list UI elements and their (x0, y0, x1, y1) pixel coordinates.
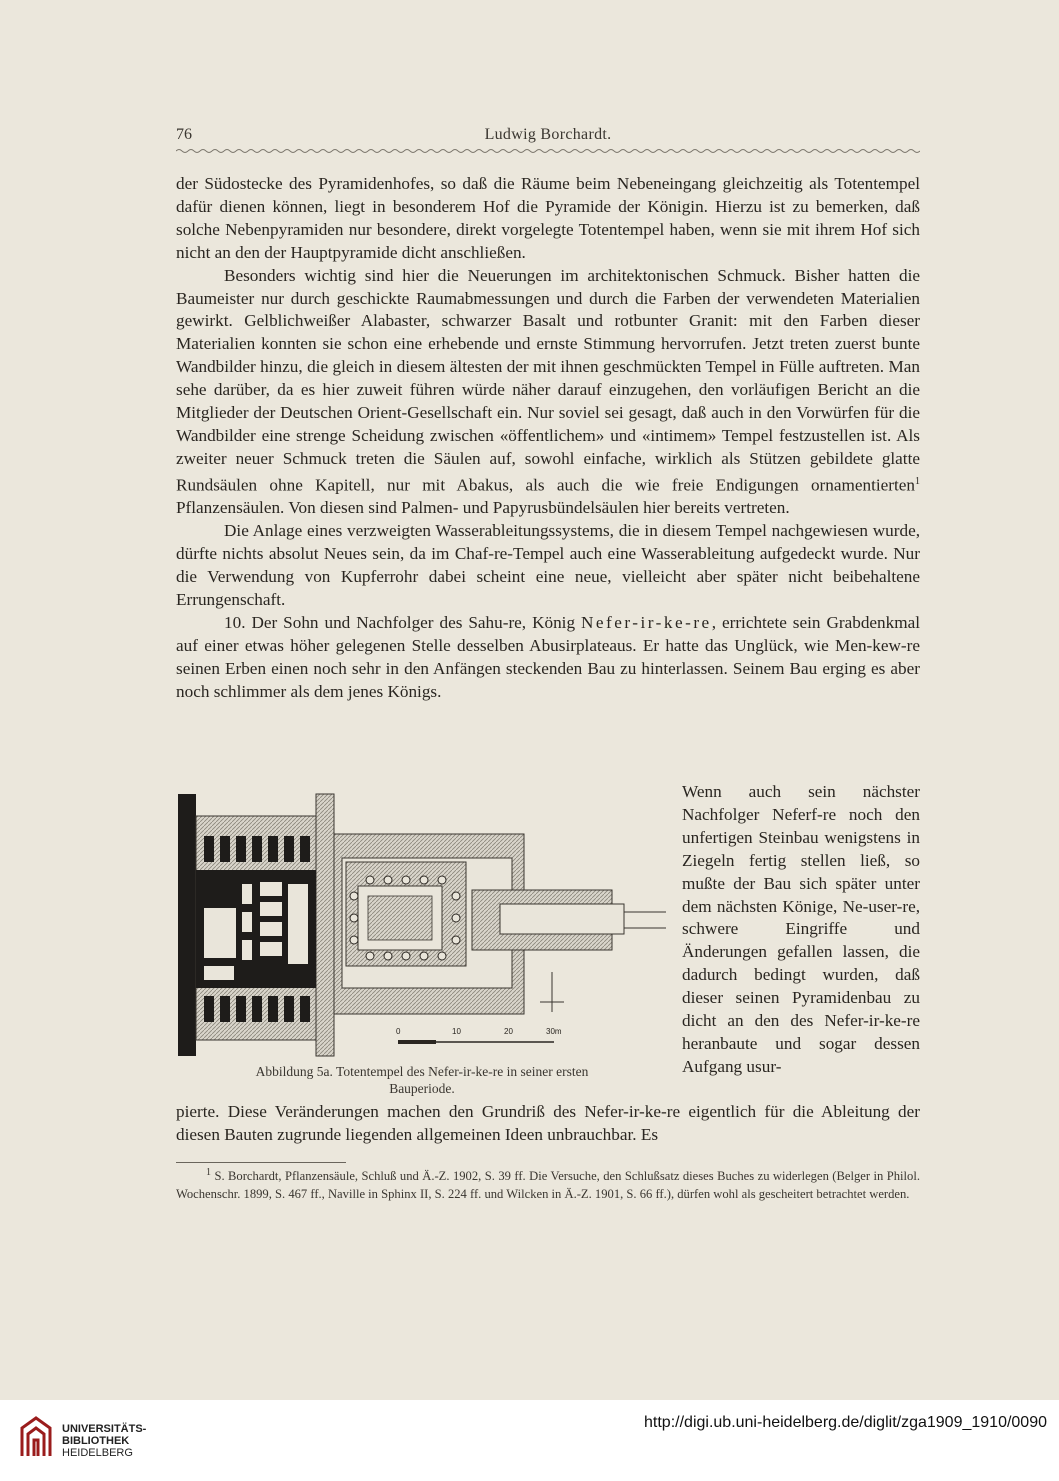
page-number: 76 (176, 126, 192, 143)
main-text (176, 173, 920, 704)
paragraph-2-text: Besonders wichtig sind hier die Neuerungen im architektonischen Schmuck. Bisher hatten die Baumeister nur durch geschickte Raumabmessungen und durch die Farben der verwendeten Materialien gewirkt. Gelblichweißer Alabaster, schwarzer Basalt und rotbunter Granit: mit den Farben dieser Materialien konnten sie schon eine erhebende und ernste Stimmung hervorrufen. Jetzt treten zuerst bunte Wandbilder hinzu, die gleich in diesem ältesten der mit ihnen geschmückten Tempel in Fülle auftreten. Man sehe darüber, da es hier zuweit führen würde näher darauf einzugehen, den vorläufigen Bericht an die Mitglieder der Deutschen Orient-Gesellschaft ein. Nur soviel sei gesagt, daß auch in den Vorwürfen für die Wandbilder eine strenge Scheidung zwischen «öffentlichem» und «intimem» Tempel festzustellen ist. Als zweiter neuer Schmuck treten die Säulen auf, sowohl einfache, wirklich als Stützen gebildete glatte Rundsäulen ohne Kapitell, nur mit Abakus, als auch die wie freie Endigungen ornamentierten (176, 265, 920, 495)
footnote-ref: 1 (915, 475, 920, 487)
continued-text (176, 1101, 920, 1147)
library-line-3: HEIDELBERG (62, 1447, 133, 1459)
footnote (176, 1164, 920, 1203)
paragraph-4-text-end: , errichtete sein Grabdenkmal auf einer etwas höher gelegenen Stelle desselben Abusirplateaus. Er hatte das Unglück, wie Men-kew-re seinen Erben einen noch sehr in den Anfängen steckenden Bau zu hinterlassen. Seinem Bau erging es aber noch schlimmer als dem jenes Königs. (176, 612, 920, 701)
figure-caption: Abbildung 5a. Totentempel des Nefer-ir-ke-re in seiner ersten Bauperiode. (255, 1064, 589, 1096)
paragraph-1: der Südostecke des Pyramidenhofes, so daß die Räume beim Nebeneingang gleichzeitig als Totentempel dafür dienen können, liegt in besonderem Hof die Pyramide der Königin. Hierzu ist zu bemerken, daß solche Nebenpyramiden nur besondere, direkt vorgelegte Totentempel haben, wenn sie mit ihrem Hof sich nicht an den der Hauptpyramide dicht anschließen. (176, 174, 920, 262)
paragraph-4-text: 10. Der Sohn und Nachfolger des Sahu-re, König (224, 612, 582, 632)
paragraph-4 (176, 612, 920, 704)
library-line-1: UNIVERSITÄTS- (62, 1423, 147, 1435)
paragraph-2-text-end: Pflanzensäulen. Von diesen sind Palmen- und Papyrusbündelsäulen hier bereits vertreten. (176, 498, 790, 518)
viewer-footer-bar (0, 1400, 1059, 1481)
header-ornament-rule (176, 146, 920, 156)
footnote-marker: 1 (206, 1167, 211, 1178)
scale-label-0: 0 (396, 1027, 401, 1036)
footnote-rule (176, 1162, 346, 1163)
library-logo-icon (18, 1416, 54, 1460)
scale-label-30m: 30m (546, 1027, 562, 1036)
side-paragraph: Wenn auch sein nächster Nachfolger Neferf-re noch den unfertigen Steinbau wenigstens in Ziegeln fertig stellen ließ, so mußte der Bau sich später unter dem nächsten Könige, Ne-user-re, schwere Eingriffe und Änderungen gefallen lassen, die dadurch bedingt wurden, daß dieser seinen Pyramidenbau zu dicht an den des Nefer-ir-ke-re heranbaute und sogar dessen Aufgang usur- (682, 782, 920, 1076)
outer-wall (178, 794, 196, 1056)
footnote-text: S. Borchardt, Pflanzensäule, Schluß und Ä.-Z. 1902, S. 39 ff. Die Versuche, den Schlußsatz dieses Buches zu widerlegen (Belger in Philol. Wochenschr. 1899, S. 467 ff., Naville in Sphinx II, S. 224 ff. und Wilcken in Ä.-Z. 1901, S. 66 ff.), dürfen wohl als gescheitert betrachtet werden. (176, 1169, 920, 1202)
running-title: Ludwig Borchardt. (484, 126, 612, 143)
library-name (62, 1423, 146, 1459)
paragraph-3: Die Anlage eines verzweigten Wasserableitungssystems, die in diesem Tempel nachgewiesen wurde, dürfte nichts absolut Neues sein, da im Chaf-re-Tempel auch eine Wasserableitung aufgedeckt wurde. Nur die Verwendung von Kupferrohr dabei scheint eine neue, vielleicht aber später nicht beibehaltene Errungenschaft. (176, 521, 920, 610)
side-text-column (682, 781, 920, 1079)
paragraph-4-continuation: pierte. Diese Veränderungen machen den Grundriß des Nefer-ir-ke-re eigentlich für die Ableitung der diesen Bauten zugrunde liegenden allgemeinen Ideen unbrauchbar. Es (176, 1102, 920, 1144)
running-header (176, 126, 920, 148)
king-name: Nefer-ir-ke-re (581, 612, 712, 632)
temple-floor-plan (176, 790, 666, 1060)
scale-label-10: 10 (452, 1027, 461, 1036)
scale-label-20: 20 (504, 1027, 513, 1036)
paragraph-2 (176, 265, 920, 521)
library-line-2: BIBLIOTHEK (62, 1435, 130, 1447)
permalink-url[interactable]: http://digi.ub.uni-heidelberg.de/diglit/zga1909_1910/0090 (644, 1414, 1047, 1431)
